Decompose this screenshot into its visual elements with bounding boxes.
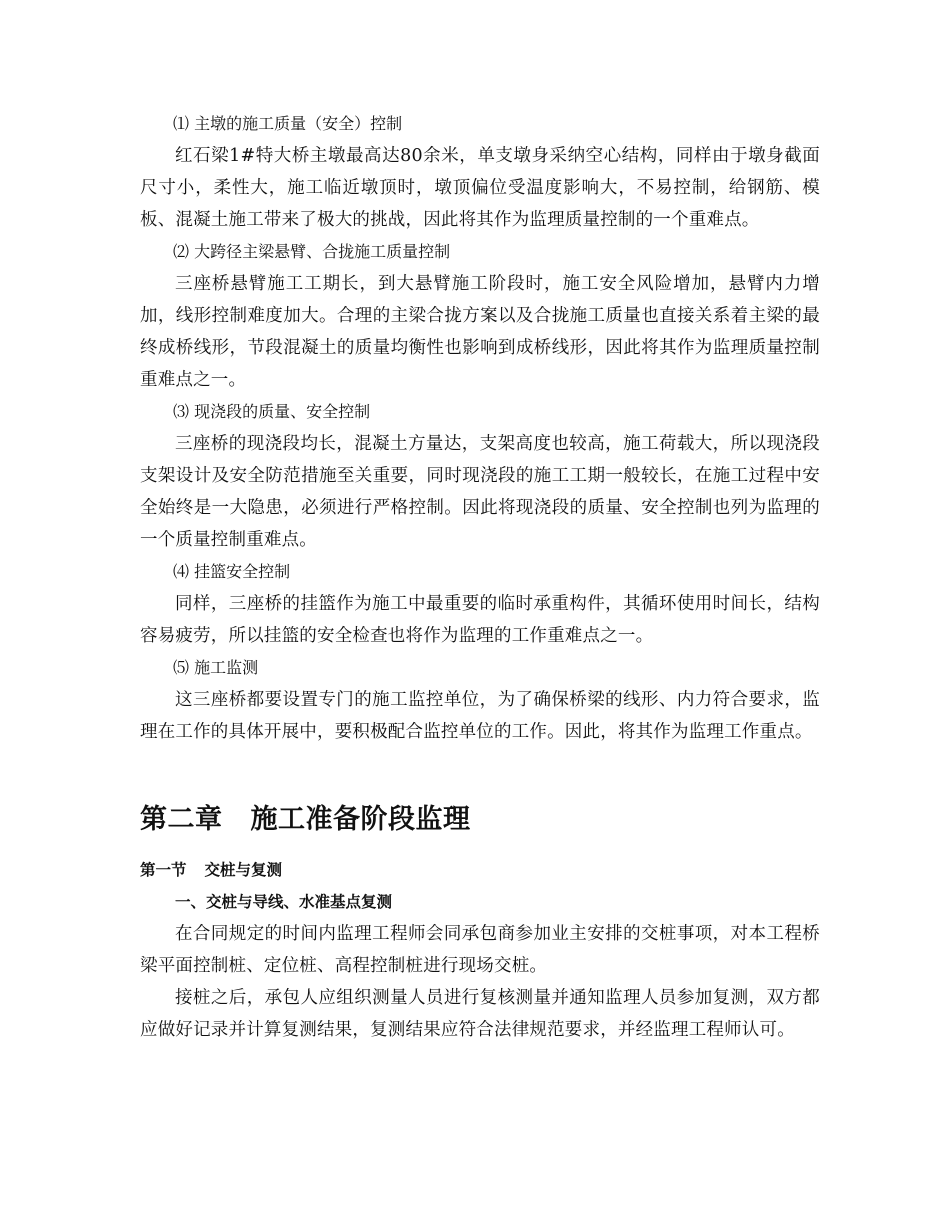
paragraph-3: 三座桥的现浇段均长，混凝土方量达，支架高度也较高，施工荷载大，所以现浇段支架设计及安全防范措施至关重要，同时现浇段的施工工期一般较长，在施工过程中安全始终是一大隐患，必须进行严格控制。因此将现浇段的质量、安全控制也列为监理的一个质量控制重难点。 bbox=[140, 434, 820, 550]
list-heading-3: ⑶ 现浇段的质量、安全控制 bbox=[173, 402, 371, 421]
chapter-number: 第二章 bbox=[140, 804, 223, 835]
section-number: 第一节 bbox=[140, 861, 187, 879]
paragraph-7: 接桩之后，承包人应组织测量人员进行复核测量并通知监理人员参加复测，双方都应做好记录并计算复测结果，复测结果应符合法律规范要求，并经监理工程师认可。 bbox=[140, 988, 820, 1040]
document-body bbox=[140, 108, 820, 1046]
subsection-heading: 一、交桩与导线、水准基点复测 bbox=[175, 893, 393, 911]
paragraph-6: 在合同规定的时间内监理工程师会同承包商参加业主安排的交桩事项，对本工程桥梁平面控制桩、定位桩、高程控制桩进行现场交桩。 bbox=[140, 924, 820, 976]
section-title: 交桩与复测 bbox=[204, 861, 283, 879]
chapter-heading bbox=[140, 800, 820, 840]
chapter-title: 施工准备阶段监理 bbox=[250, 804, 471, 835]
paragraph-5: 这三座桥都要设置专门的施工监控单位，为了确保桥梁的线形、内力符合要求，监理在工作的具体开展中，要积极配合监控单位的工作。因此，将其作为监理工作重点。 bbox=[140, 690, 820, 742]
list-heading-1: ⑴ 主墩的施工质量（安全）控制 bbox=[173, 114, 403, 133]
paragraph-2: 三座桥悬臂施工工期长，到大悬臂施工阶段时，施工安全风险增加，悬臂内力增加，线形控制难度加大。合理的主梁合拢方案以及合拢施工质量也直接关系着主梁的最终成桥线形，节段混凝土的质量均衡性也影响到成桥线形，因此将其作为监理质量控制重难点之一。 bbox=[140, 274, 820, 390]
paragraph-4: 同样，三座桥的挂篮作为施工中最重要的临时承重构件，其循环使用时间长，结构容易疲劳，所以挂篮的安全检查也将作为监理的工作重难点之一。 bbox=[140, 594, 820, 646]
section-heading bbox=[140, 854, 820, 886]
list-heading-4: ⑷ 挂篮安全控制 bbox=[173, 562, 291, 581]
list-heading-2: ⑵ 大跨径主梁悬臂、合拢施工质量控制 bbox=[173, 242, 451, 261]
list-heading-5: ⑸ 施工监测 bbox=[173, 658, 259, 677]
paragraph-1: 红石梁1#特大桥主墩最高达80余米，单支墩身采纳空心结构，同样由于墩身截面尺寸小，柔性大，施工临近墩顶时，墩顶偏位受温度影响大，不易控制，给钢筋、模板、混凝土施工带来了极大的挑战，因此将其作为监理质量控制的一个重难点。 bbox=[140, 146, 820, 230]
